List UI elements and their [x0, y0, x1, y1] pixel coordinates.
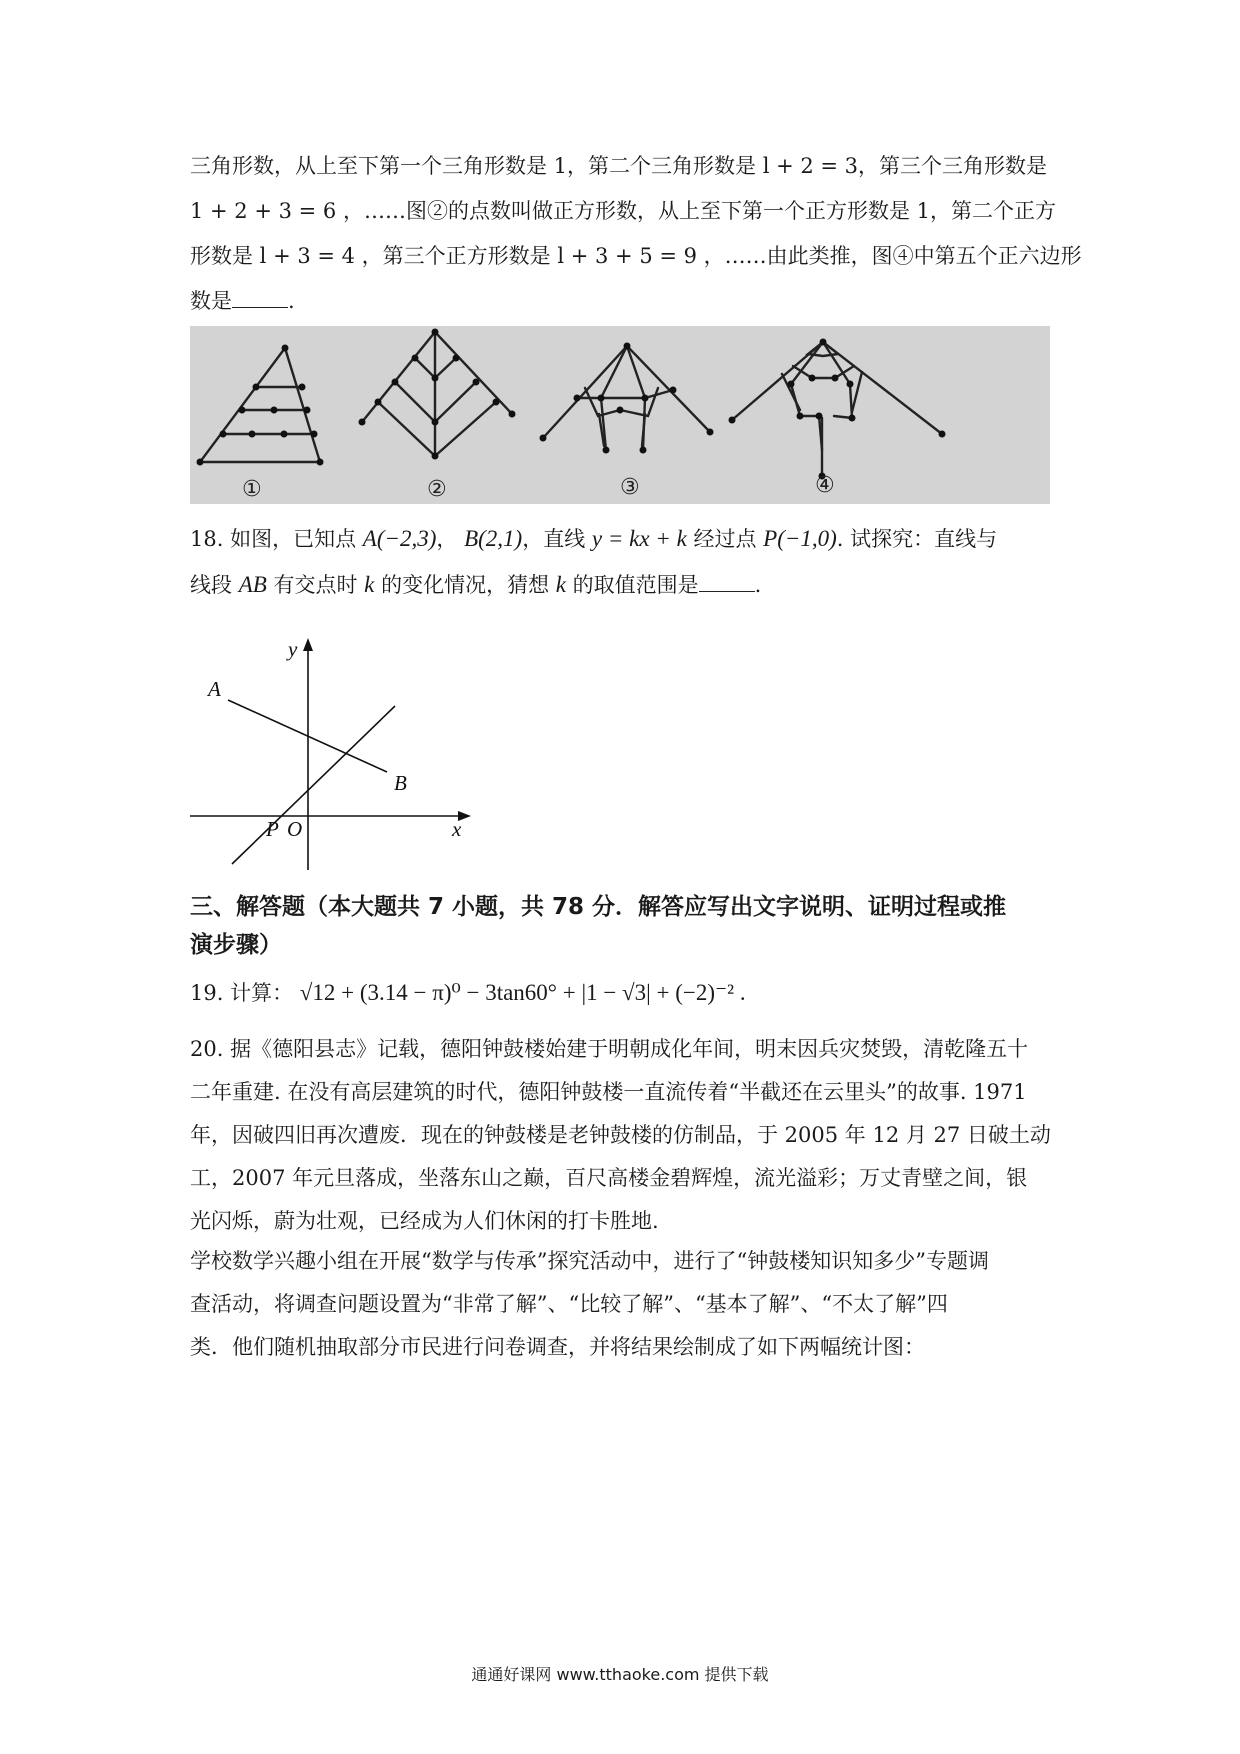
q17-line-4-end: . [288, 289, 295, 313]
q19-expression: √12 + (3.14 − π)⁰ − 3tan60° + |1 − √3| + (−2)⁻² . [299, 980, 746, 1005]
q18-mid2: 经过点 [693, 527, 757, 551]
q18-graph [190, 638, 490, 878]
x-axis-label: x [452, 817, 462, 841]
label-o: O [287, 817, 303, 841]
q18-sep: ， [436, 527, 458, 551]
figure-label-3: ③ [620, 475, 640, 500]
q18-end-1: . 试探究：直线与 [836, 527, 998, 551]
q20-line-1: 20. 据《德阳县志》记载，德阳钟鼓楼始建于明朝成化年间，明末因兵灾焚毁，清乾隆五十 [190, 1037, 1029, 1061]
q17-line-3: 形数是 l + 3 = 4 ，第三个正方形数是 l + 3 + 5 = 9 ，……由此类推，图④中第五个正六边形 [190, 244, 1082, 268]
q20-paragraph [190, 1028, 1070, 1243]
segment-ab: AB [238, 572, 267, 597]
y-axis-arrow-icon [303, 638, 313, 651]
q18-mid4: 的变化情况，猜想 [381, 573, 550, 597]
q18-seg-pre: 线段 [190, 573, 232, 597]
q18-coordinate-figure [190, 638, 490, 878]
q17-line-1: 三角形数，从上至下第一个三角形数是 1，第二个三角形数是 l + 2 = 3，第三个三角形数是 [190, 154, 1048, 178]
section-heading [190, 888, 1070, 964]
q20-line-4: 工，2007 年元旦落成，坐落东山之巅，百尺高楼金碧辉煌，流光溢彩；万丈青壁之间，银 [190, 1166, 1028, 1190]
polygonal-numbers-figures [190, 326, 1050, 504]
figure-label-4: ④ [815, 473, 835, 498]
q20-line-2: 二年重建. 在没有高层建筑的时代，德阳钟鼓楼一直流传着“半截还在云里头”的故事. 1971 [190, 1080, 1027, 1104]
section-heading-line-2: 演步骤） [190, 932, 282, 958]
label-a: A [208, 677, 221, 701]
q18-mid3: 有交点时 [273, 573, 358, 597]
q18-line-2 [190, 562, 1070, 608]
q18-end-2: . [754, 573, 762, 597]
q20-line-6: 学校数学兴趣小组在开展“数学与传承”探究活动中，进行了“钟鼓楼知识知多少”专题调 [190, 1249, 989, 1273]
y-axis-label: y [288, 638, 298, 661]
q17-paragraph [190, 144, 1082, 324]
point-a: A(−2,3) [362, 526, 437, 551]
q18-mid: ，直线 [522, 527, 586, 551]
answer-blank-17 [232, 286, 288, 308]
q19-line [190, 970, 1070, 1016]
q18-paragraph [190, 516, 1070, 608]
point-p: P(−1,0) [763, 526, 837, 551]
q19-label: 19. 计算： [190, 981, 294, 1005]
q18-intro: 18. 如图，已知点 [190, 527, 357, 551]
q20-paragraph-2 [190, 1240, 1070, 1369]
page-footer: 通通好课网 www.tthaoke.com 提供下载 [471, 1665, 769, 1684]
q17-line-4 [190, 279, 1070, 324]
k-symbol-2: k [555, 572, 566, 597]
q19-paragraph [190, 970, 1070, 1016]
figure-photo-polygonal-numbers [190, 326, 1050, 504]
k-symbol-1: k [364, 572, 375, 597]
label-b: B [394, 771, 407, 795]
q17-line-2: 1 + 2 + 3 = 6 ，……图②的点数叫做正方形数，从上至下第一个正方形数是 1，第二个正方 [190, 199, 1056, 223]
q17-line-4-text: 数是 [190, 289, 232, 313]
q20-line-3: 年，因破四旧再次遭废．现在的钟鼓楼是老钟鼓楼的仿制品，于 2005 年 12 月 27 日破土动 [190, 1123, 1051, 1147]
line-equation: y = kx + k [591, 526, 687, 551]
q18-mid5: 的取值范围是 [572, 573, 699, 597]
figure-label-1: ① [242, 477, 262, 502]
line-through-p [232, 706, 395, 864]
figure-label-2: ② [427, 477, 447, 502]
q18-line-1 [190, 516, 1070, 562]
label-p: P [266, 817, 279, 841]
q20-line-8: 类．他们随机抽取部分市民进行问卷调查，并将结果绘制成了如下两幅统计图： [190, 1335, 925, 1359]
point-b: B(2,1) [464, 526, 523, 551]
answer-blank-18 [699, 570, 755, 592]
q20-line-7: 查活动，将调查问题设置为“非常了解”、“比较了解”、“基本了解”、“不太了解”四 [190, 1292, 948, 1316]
section-heading-line-1: 三、解答题（本大题共 7 小题，共 78 分．解答应写出文字说明、证明过程或推 [190, 894, 1007, 920]
q20-line-5: 光闪烁，蔚为壮观，已经成为人们休闲的打卡胜地. [190, 1209, 659, 1233]
